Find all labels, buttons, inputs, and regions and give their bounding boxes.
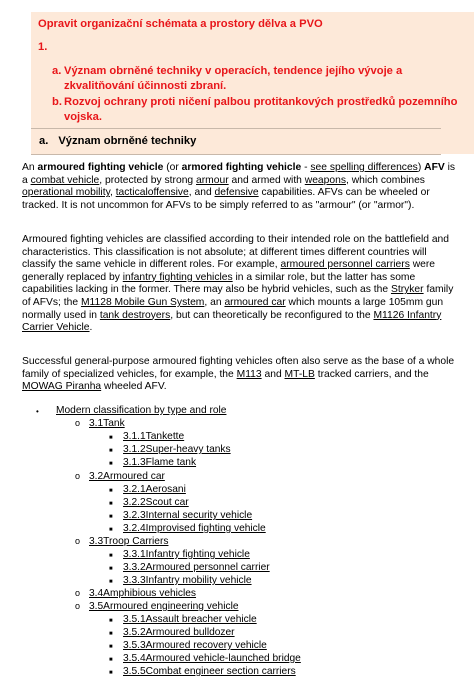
toc-item[interactable] bbox=[109, 430, 185, 443]
square-bullet-icon: ■ bbox=[109, 553, 113, 559]
toc-item[interactable] bbox=[109, 639, 267, 652]
toc-item[interactable] bbox=[109, 665, 296, 678]
toc-link[interactable]: 3.2.3Internal security vehicle bbox=[123, 510, 253, 521]
link-spelling-differences[interactable]: see spelling differences bbox=[310, 162, 418, 173]
toc-link[interactable]: 3.5.2Armoured bulldozer bbox=[123, 627, 235, 638]
toc-link[interactable]: 3.1.2Super-heavy tanks bbox=[123, 444, 231, 455]
circle-bullet-icon: o bbox=[75, 536, 81, 546]
toc-link[interactable]: 3.5Armoured engineering vehicle bbox=[89, 601, 239, 612]
link-armoured-personnel-carriers[interactable]: armoured personnel carriers bbox=[280, 259, 410, 271]
text: , bbox=[109, 187, 116, 199]
circle-bullet-icon: o bbox=[75, 418, 81, 428]
outline-item-marker: b. bbox=[52, 96, 62, 108]
text: and armed with bbox=[228, 174, 305, 186]
outline-item-b bbox=[52, 95, 472, 125]
toc-link[interactable]: 3.5.4Armoured vehicle-launched bridge bbox=[123, 653, 301, 664]
toc-item[interactable] bbox=[109, 443, 231, 456]
text: is a bbox=[22, 162, 456, 186]
toc-item[interactable] bbox=[109, 496, 189, 509]
toc-item[interactable] bbox=[109, 561, 270, 574]
toc-item[interactable] bbox=[109, 574, 252, 587]
toc-item[interactable] bbox=[75, 535, 169, 548]
outline-item-a bbox=[52, 64, 472, 94]
text: (or bbox=[163, 162, 182, 173]
toc-link[interactable]: 3.2.2Scout car bbox=[123, 497, 189, 508]
text: wheeled AFV. bbox=[101, 381, 167, 393]
square-bullet-icon: ■ bbox=[109, 657, 113, 663]
toc-link[interactable]: 3.3.1Infantry fighting vehicle bbox=[123, 549, 250, 560]
link-defensive[interactable]: defensive bbox=[214, 187, 259, 199]
text: , which combines bbox=[345, 174, 425, 186]
toc-item[interactable] bbox=[109, 626, 235, 639]
text: which mounts a large 105mm gun normally used in bbox=[22, 296, 444, 321]
toc-link[interactable]: 3.2.4Improvised fighting vehicle bbox=[123, 523, 266, 534]
square-bullet-icon: ■ bbox=[109, 566, 113, 572]
link-weapons[interactable]: weapons bbox=[304, 174, 346, 186]
link-tactical-offensive[interactable]: tacticaloffensive bbox=[115, 187, 189, 199]
separator-line bbox=[31, 128, 441, 129]
text: capabilities. AFVs can be wheeled or tracked. It is not uncommon for AFVs to be simply referred to as "armour" (or "armor"). bbox=[22, 187, 430, 211]
toc-item[interactable] bbox=[109, 548, 250, 561]
text: , an bbox=[204, 296, 225, 308]
toc-item[interactable] bbox=[109, 483, 186, 496]
text: , and bbox=[188, 187, 215, 199]
square-bullet-icon: ■ bbox=[109, 670, 113, 676]
toc-link[interactable]: 3.5.1Assault breacher vehicle bbox=[123, 614, 257, 625]
section-heading-marker: a. bbox=[39, 135, 49, 147]
toc-item[interactable] bbox=[109, 522, 266, 535]
circle-bullet-icon: o bbox=[75, 601, 81, 611]
toc-link[interactable]: 3.5.5Combat engineer section carriers bbox=[123, 666, 296, 677]
text: in a similar role, but the latter has some capabilities lacking in the former. There may also be hybrid vehicles, such as the bbox=[22, 271, 416, 296]
bold-term: AFV bbox=[424, 162, 445, 173]
toc-item[interactable] bbox=[36, 404, 227, 417]
outline-title: Opravit organizační schémata a prostory dělva a PVO bbox=[38, 18, 323, 30]
link-combat-vehicle[interactable]: combat vehicle bbox=[30, 174, 100, 186]
square-bullet-icon: ■ bbox=[109, 501, 113, 507]
text: Armoured fighting vehicles are classified according to their intended role on the battlefield and characteristics. This classification is not absolute; at different times different countries will classify the same vehicle in different roles. For example, bbox=[22, 234, 450, 271]
toc-link[interactable]: 3.2Armoured car bbox=[89, 471, 165, 482]
link-armoured-car[interactable]: armoured car bbox=[224, 296, 286, 308]
square-bullet-icon: ■ bbox=[109, 488, 113, 494]
toc-link[interactable]: 3.1Tank bbox=[89, 418, 125, 429]
link-m1128-mobile-gun-system[interactable]: M1128 Mobile Gun System bbox=[80, 296, 205, 308]
toc-item[interactable] bbox=[109, 509, 253, 522]
toc-link[interactable]: 3.3Troop Carriers bbox=[89, 536, 169, 547]
square-bullet-icon: ■ bbox=[109, 527, 113, 533]
text: ) bbox=[417, 162, 425, 173]
link-m113[interactable]: M113 bbox=[236, 368, 262, 380]
text: Successful general-purpose armoured fighting vehicles often also serve as the base of a whole family of specialized vehicles, for example, the bbox=[22, 356, 455, 380]
toc-link[interactable]: Modern classification by type and role bbox=[56, 405, 227, 416]
outline-item-marker: a. bbox=[52, 65, 62, 77]
section-heading-text: Význam obrněné techniky bbox=[58, 135, 197, 147]
toc-item[interactable] bbox=[109, 652, 301, 665]
text: - bbox=[301, 162, 311, 173]
text: tracked carriers, and the bbox=[314, 368, 429, 380]
square-bullet-icon: ■ bbox=[109, 461, 113, 467]
outline-number: 1. bbox=[38, 41, 48, 53]
text: were generally replaced by bbox=[22, 259, 436, 283]
text: . bbox=[89, 322, 93, 334]
text: and bbox=[261, 368, 285, 380]
square-bullet-icon: ■ bbox=[109, 631, 113, 637]
family-paragraph bbox=[22, 356, 462, 394]
section-heading bbox=[39, 135, 196, 147]
toc-link[interactable]: 3.5.3Armoured recovery vehicle bbox=[123, 640, 267, 651]
toc-link[interactable]: 3.1.3Flame tank bbox=[123, 457, 197, 468]
text: , protected by strong bbox=[99, 174, 197, 186]
section-heading-box bbox=[31, 132, 474, 154]
separator-line bbox=[31, 154, 441, 155]
outline-item-text: Význam obrněné techniky v operacích, tendence jejího vývoje a zkvalitňování účinnosti zbraní. bbox=[64, 65, 403, 92]
circle-bullet-icon: o bbox=[75, 588, 81, 598]
toc-link[interactable]: 3.2.1Aerosani bbox=[123, 484, 186, 495]
link-armour[interactable]: armour bbox=[196, 174, 229, 186]
square-bullet-icon: ■ bbox=[109, 514, 113, 520]
link-infantry-fighting-vehicles[interactable]: infantry fighting vehicles bbox=[122, 271, 233, 283]
square-bullet-icon: ■ bbox=[109, 448, 113, 454]
toc-link[interactable]: 3.3.2Armoured personnel carrier bbox=[123, 562, 270, 573]
toc-item[interactable] bbox=[109, 613, 257, 626]
toc-item[interactable] bbox=[75, 470, 165, 483]
text: An bbox=[22, 162, 38, 173]
toc-item[interactable] bbox=[75, 587, 197, 600]
link-mowag-piranha[interactable]: MOWAG Piranha bbox=[22, 381, 102, 393]
bullet-icon: • bbox=[36, 407, 39, 416]
toc-item[interactable] bbox=[75, 417, 125, 430]
square-bullet-icon: ■ bbox=[109, 618, 113, 624]
toc-item[interactable] bbox=[109, 456, 197, 469]
square-bullet-icon: ■ bbox=[109, 579, 113, 585]
toc-item[interactable] bbox=[75, 600, 239, 613]
circle-bullet-icon: o bbox=[75, 471, 81, 481]
square-bullet-icon: ■ bbox=[109, 644, 113, 650]
toc-link[interactable]: 3.4Amphibious vehicles bbox=[89, 588, 197, 599]
square-bullet-icon: ■ bbox=[109, 435, 113, 441]
outline-item-text: Rozvoj ochrany proti ničení palbou protitankových prostředků pozemního vojska. bbox=[64, 96, 458, 123]
link-tank-destroyers[interactable]: tank destroyers bbox=[99, 309, 171, 321]
bold-term: armoured fighting vehicle bbox=[37, 162, 164, 173]
link-mt-lb[interactable]: MT-LB bbox=[284, 368, 315, 380]
link-stryker[interactable]: Stryker bbox=[390, 284, 424, 296]
text: , but can theoretically be reconfigured to the bbox=[170, 309, 374, 321]
toc-link[interactable]: 3.1.1Tankette bbox=[123, 431, 185, 442]
toc-link[interactable]: 3.3.3Infantry mobility vehicle bbox=[123, 575, 252, 586]
intro-paragraph bbox=[22, 162, 462, 212]
link-operational-mobility[interactable]: operational mobility bbox=[22, 187, 110, 199]
link-m1126-infantry-carrier-vehicle[interactable]: M1126 Infantry Carrier Vehicle bbox=[22, 309, 442, 334]
classification-paragraph bbox=[22, 234, 462, 335]
text: family of AFVs; the bbox=[22, 284, 454, 308]
bold-term: armored fighting vehicle bbox=[181, 162, 302, 173]
